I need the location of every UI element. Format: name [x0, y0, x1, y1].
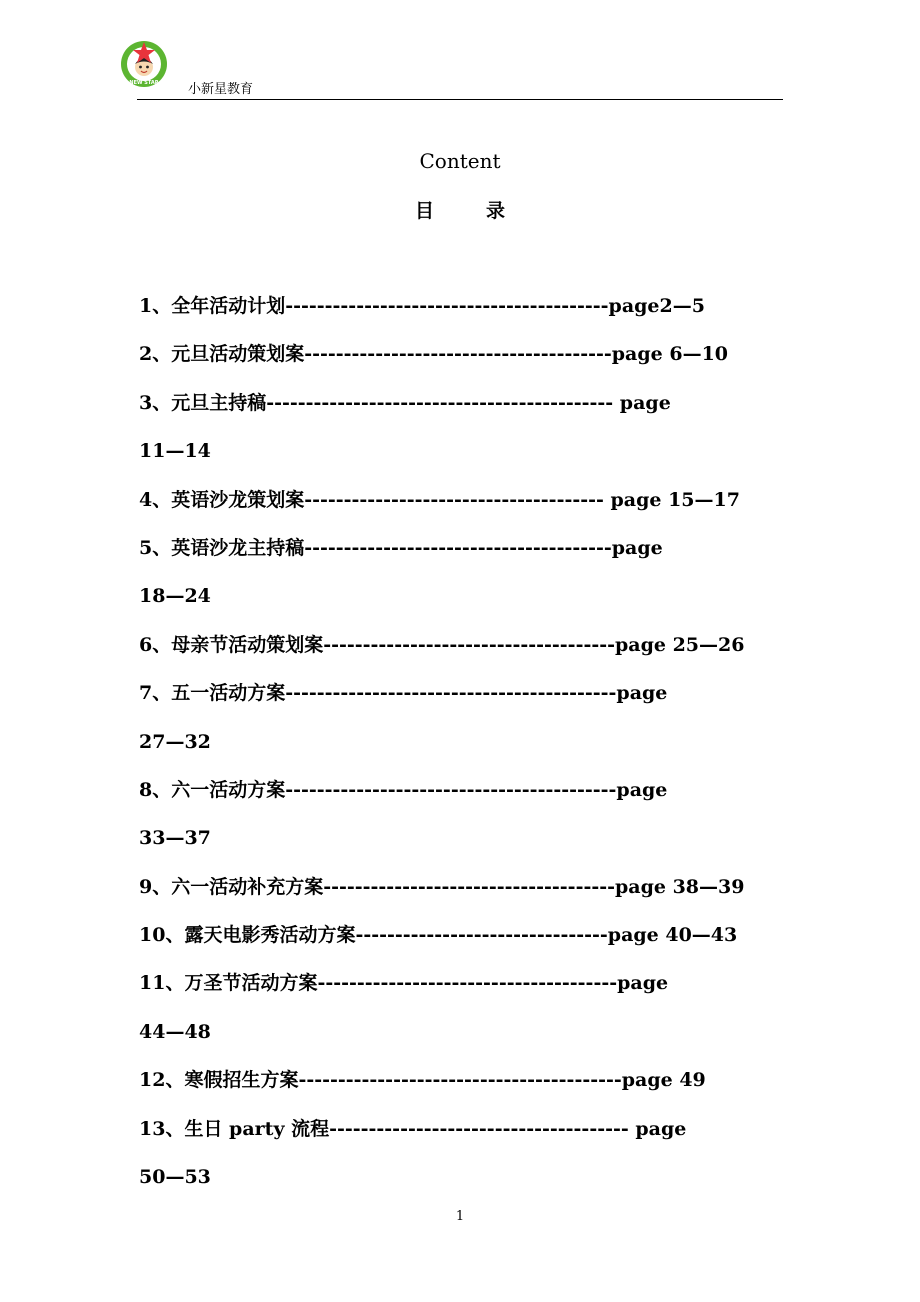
toc-line: 33—37	[139, 827, 211, 850]
toc-line: 13、生日 party 流程-------------------------------------- page	[139, 1117, 687, 1140]
toc-line: 18—24	[139, 585, 211, 608]
toc-line: 8、六一活动方案------------------------------------------page	[139, 778, 668, 801]
toc-line: 11、万圣节活动方案--------------------------------------page	[139, 972, 669, 995]
page-number: 1	[455, 1209, 465, 1224]
toc-line: 4、英语沙龙策划案-------------------------------------- page 15—17	[139, 488, 740, 511]
subtitle-char: 录	[486, 200, 506, 222]
table-of-contents	[139, 290, 799, 1209]
header-divider	[137, 99, 783, 100]
logo-text: NEW STAR	[129, 80, 159, 86]
toc-line: 1、全年活动计划-----------------------------------------page2—5	[139, 295, 705, 317]
subtitle-char: 目	[414, 200, 434, 222]
toc-line: 5、英语沙龙主持稿---------------------------------------page	[139, 536, 663, 559]
toc-line: 27—32	[139, 730, 211, 753]
toc-line: 50—53	[139, 1166, 211, 1189]
toc-line: 9、六一活动补充方案-------------------------------------page 38—39	[139, 875, 745, 898]
toc-line: 44—48	[139, 1020, 211, 1043]
new-star-logo	[120, 40, 168, 88]
toc-line: 10、露天电影秀活动方案--------------------------------page 40—43	[139, 924, 738, 947]
toc-line: 7、五一活动方案------------------------------------------page	[139, 682, 668, 705]
organization-name: 小新星教育	[188, 82, 254, 97]
toc-line: 3、元旦主持稿-------------------------------------------- page	[139, 391, 671, 414]
toc-line: 2、元旦活动策划案---------------------------------------page 6—10	[139, 343, 729, 366]
page-title: Content	[419, 149, 501, 173]
toc-line: 12、寒假招生方案-----------------------------------------page 49	[139, 1069, 706, 1092]
page-subtitle	[0, 198, 920, 224]
toc-line: 11—14	[139, 440, 211, 463]
toc-line: 6、母亲节活动策划案-------------------------------------page 25—26	[139, 633, 745, 656]
